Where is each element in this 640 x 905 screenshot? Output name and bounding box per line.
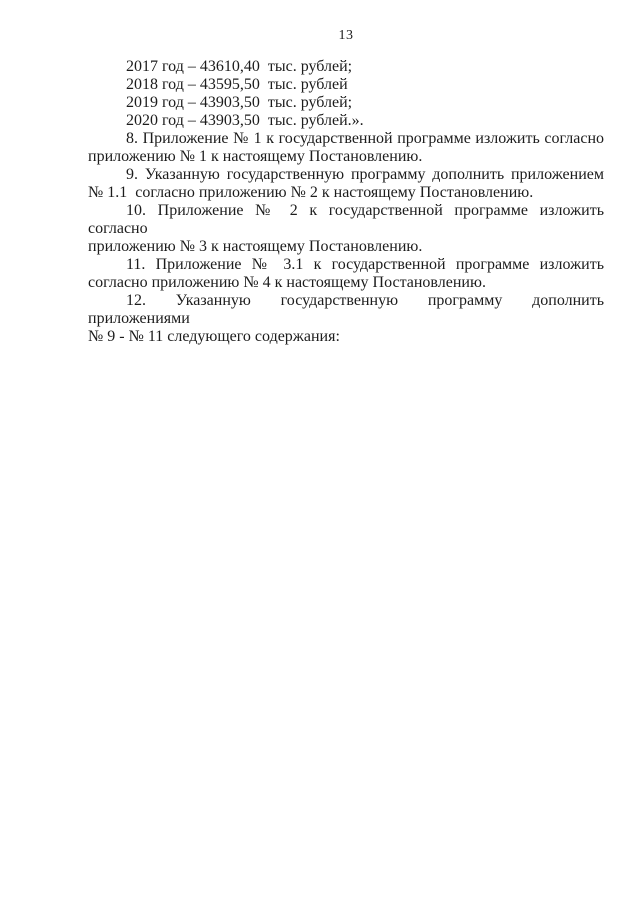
text-line: 11. Приложение № 3.1 к государственной программе изложить (126, 256, 604, 273)
text-line: 9. Указанную государственную программу дополнить приложением (126, 166, 604, 183)
text-line: 8. Приложение № 1 к государственной программе изложить согласно (126, 130, 604, 147)
text-line: приложению № 3 к настоящему Постановлению. (88, 238, 423, 255)
text-line: 2020 год – 43903,50 тыс. рублей.». (126, 112, 364, 129)
text-line: № 1.1 согласно приложению № 2 к настоящему Постановлению. (88, 184, 534, 201)
text-line: 2019 год – 43903,50 тыс. рублей; (126, 94, 353, 111)
text-line: 2017 год – 43610,40 тыс. рублей; (126, 58, 353, 75)
text-line: 12. Указанную государственную программу дополнить приложениями (88, 292, 604, 327)
text-line: согласно приложению № 4 к настоящему Постановлению. (88, 274, 486, 291)
page-number: 13 (338, 28, 354, 43)
text-line: № 9 - № 11 следующего содержания: (88, 328, 340, 345)
text-line: 10. Приложение № 2 к государственной программе изложить согласно (88, 202, 604, 237)
text-line: 2018 год – 43595,50 тыс. рублей (126, 76, 348, 93)
text-line: приложению № 1 к настоящему Постановлению. (88, 148, 423, 165)
text-block (88, 58, 604, 346)
